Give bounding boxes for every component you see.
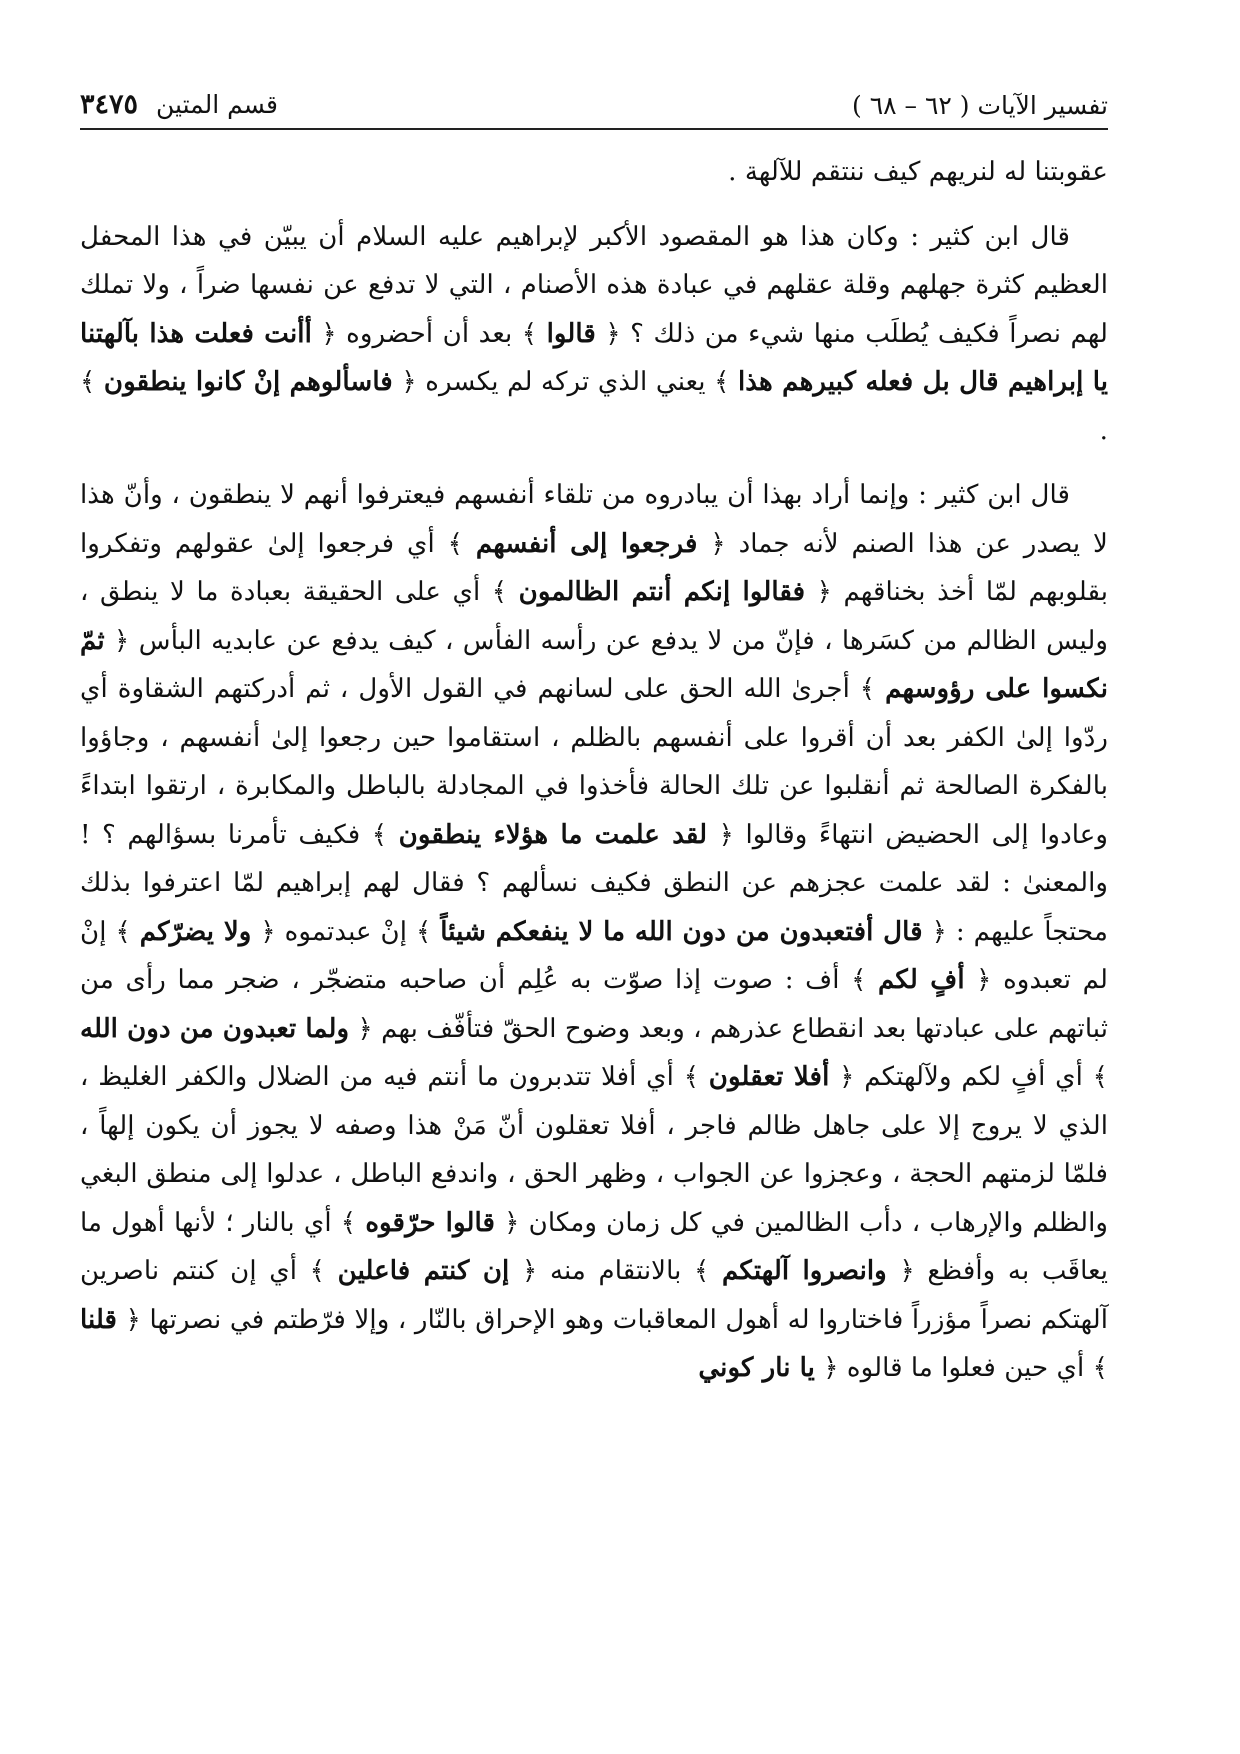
quran-quote: فاسألوهم إنْ كانوا ينطقون [103,366,393,397]
section-title: قسم المتين [156,90,278,119]
header-left-group [80,89,278,120]
quran-quote: لقد علمت ما هؤلاء ينطقون [398,818,708,850]
text-run: ﴾ إنْ عبدتموه ﴿ [251,916,441,947]
quran-quote: فقالوا إنكم أنتم الظالمون [518,576,806,607]
text-run: ﴾ أي إن كنتم ناصرين آلهتكم نصراً مؤزراً فاختاروا له أهول المعاقبات وهو الإحراق بالنّار ، وإلا فرّطتم في نصرتها ﴿ [80,1256,1108,1335]
paragraph [80,213,1108,456]
text-run: ﴾ بعد أن أحضروه ﴿ [311,318,547,349]
quran-quote: إن كنتم فاعلين [337,1255,510,1286]
quran-quote: يا نار كوني [698,1352,815,1383]
quran-quote: قالوا [546,317,596,349]
chapter-title: تفسير الآيات ( ٦٢ – ٦٨ ) [852,91,1108,120]
text-run: قال ابن كثير : وإنما أراد بهذا أن يبادروه من تلقاء أنفسهم فيعترفوا أنهم لا ينطقون ، وأنّ هذا لا يصدر عن هذا الصنم لأنه جماد ﴿ [80,480,1108,559]
text-run: ﴾ أي على الحقيقة بعبادة ما لا ينطق ، وليس الظالم من كسَرها ، فإنّ من لا يدفع عن رأسه الفأس ، كيف يدفع عن عابديه البأس ﴿ [80,577,1108,656]
text-run: ﴾ فكيف تأمرنا بسؤالهم ؟ !والمعنىٰ : لقد علمت عجزهم عن النطق فكيف نسألهم ؟ فقال لهم إبراهيم لمّا اعترفوا بذلك محتجاً عليهم : ﴿ [80,819,1108,947]
text-run: ﴾ أي أفلا تتدبرون ما أنتم فيه من الضلال والكفر الغليظ ، الذي لا يروج إلا على جاهل ظالم فاجر ، أفلا تعقلون أنّ مَنْ هذا وصفه لا يجوز أن يكون إلهاً ، فلمّا لزمتهم الحجة ، وعجزوا عن الجواب ، وظهر الحق ، واندفع الباطل ، عدلوا إلى منطق البغي والظلم والإرهاب ، دأب الظالمين في كل زمان ومكان ﴿ [80,1062,1108,1238]
text-run: ﴾ أي حين فعلوا ما قالوه ﴿ [814,1353,1108,1383]
quran-quote: ثمّ نكسوا على رؤوسهم [80,624,1108,704]
paragraph [80,471,1108,1393]
text-run: ﴾ أي أفٍ لكم ولآلهتكم ﴿ [829,1062,1109,1092]
quran-quote: قلنا [80,1303,118,1335]
quran-quote: ولما تعبدون من دون الله [79,1012,350,1044]
text-run: ﴾ إنْ لم تعبدوه ﴿ [80,916,1108,995]
text-run: ﴾ أف : صوت إذا صوّت به عُلِم أن صاحبه متضجّر ، ضجر مما رأى من ثباتهم على عبادتها بعد انقطاع عذرهم ، وبعد وضوح الحقّ فتأفّف بهم ﴿ [80,965,1108,1044]
text-run: عقوبتنا له لنريهم كيف ننتقم للآلهة . [728,157,1108,187]
quran-quote: قالوا حرّقوه [365,1206,495,1238]
text-run: ﴾ أجرىٰ الله الحق على لسانهم في القول الأول ، ثم أدركتهم الشقاوة أي ردّوا إلىٰ الكفر بعد أن أقروا على أنفسهم بالظلم ، استقاموا حين رجعوا إلىٰ أنفسهم ، وجاؤوا بالفكرة الصالحة ثم أنقلبوا عن تلك الحالة فأخذوا في المجادلة بالباطل والمكابرة ، ارتقوا ابتداءً وعادوا إلى الحضيض انتهاءً وقالوا ﴿ [80,674,1108,850]
text-run: ﴾ بالانتقام منه ﴿ [509,1256,722,1286]
body-text [80,148,1108,1393]
page-number: ٣٤٧٥ [80,89,139,120]
text-run: ﴾ أي بالنار ؛ لأنها أهول ما يعاقَب به وأفظع ﴿ [80,1207,1109,1286]
quran-quote: أفلا تعقلون [708,1061,830,1092]
quran-quote: وانصروا آلهتكم [721,1255,887,1286]
book-page [80,70,1108,1720]
text-run: ﴾ أي فرجعوا إلىٰ عقولهم وتفكروا بقلوبهم لمّا أخذ بخناقهم ﴿ [80,528,1108,607]
text-run: قال ابن كثير : وكان هذا هو المقصود الأكبر لإبراهيم عليه السلام أن يبيّن في هذا المحفل العظيم كثرة جهلهم وقلة عقلهم في عبادة هذه الأصنام ، التي لا تدفع عن نفسها ضراً ، ولا تملك لهم نصراً فكيف يُطلَب منها شيء من ذلك ؟ ﴿ [80,221,1108,349]
quran-quote: فرجعوا إلى أنفسهم [475,527,698,559]
text-run: ﴾ . [80,367,1108,446]
quran-quote: قال أفتعبدون من دون الله ما لا ينفعكم شيئاً [440,915,923,947]
quran-quote: أأنت فعلت هذا بآلهتنا يا إبراهيم قال بل فعله كبيرهم هذا [80,317,1109,397]
quran-quote: أفٍ لكم [877,964,965,995]
paragraph [80,148,1108,197]
text-run: ﴾ يعني الذي تركه لم يكسره ﴿ [392,367,738,397]
running-header [80,70,1108,130]
quran-quote: ولا يضرّكم [139,915,252,947]
